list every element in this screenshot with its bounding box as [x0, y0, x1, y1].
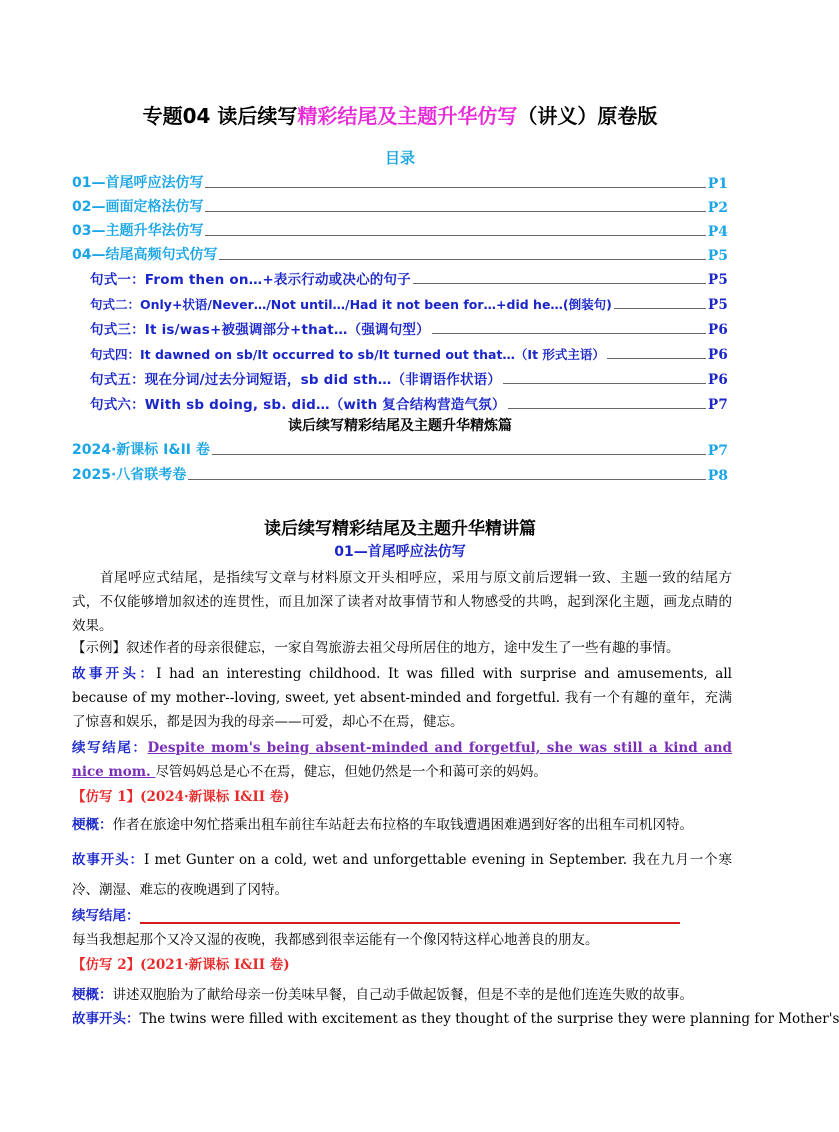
opening-text: I had an interesting childhood. It was filled with surprise and amusements, all because of my mother--loving, sweet, yet absent-minded and forgetful. 我有一个有趣的童年，充满了惊喜和娱乐，都是因为我的母亲——可爱，却心不在焉，健忘。 [72, 666, 732, 730]
answer-blank-line[interactable] [140, 921, 680, 924]
title-prefix: 专题04 读后续写 [142, 104, 298, 128]
imitation-2-opening: 故事开头：The twins were filled with excitement as they thought of the surprise they were planning for Mother's [72, 1011, 839, 1027]
ending-english: Despite mom's being absent-minded and forgetful, she was still a kind and nice mom. [72, 740, 732, 780]
example-opening [72, 662, 732, 734]
toc-subitem[interactable]: 句式五：现在分词/过去分词短语，sb did sth…（非谓语作状语） P6 [90, 372, 728, 388]
section-heading: 读后续写精彩结尾及主题升华精讲篇 [264, 519, 536, 539]
imitation-1-ending: 续写结尾： [72, 904, 732, 928]
toc-heading: 目录 [384, 149, 415, 167]
toc-section-title: 读后续写精彩结尾及主题升华精炼篇 [288, 418, 512, 434]
toc-practice-item[interactable]: 2025·八省联考卷 P8 [72, 467, 728, 484]
example-paragraph [72, 636, 732, 660]
toc-subitem[interactable]: 句式一：From then on…+表示行动或决心的句子 P5 [90, 272, 728, 288]
section-subheading: 01—首尾呼应法仿写 [334, 544, 466, 560]
toc-item[interactable]: 02—画面定格法仿写 P2 [72, 199, 728, 216]
ending-label: 续写结尾： [72, 740, 148, 756]
imitation-1-summary: 梗概：作者在旅途中匆忙搭乘出租车前往车站赶去布拉格的车取钱遭遇困难遇到好客的出租车司机冈特。 [72, 817, 693, 833]
toc-subitem[interactable]: 句式六：With sb doing, sb. did…（with 复合结构营造气氛） P7 [90, 397, 728, 413]
toc-subitem[interactable]: 句式四：It dawned on sb/It occurred to sb/It turned out that…（It 形式主语） P6 [90, 347, 728, 363]
ending-chinese: 尽管妈妈总是心不在焉，健忘，但她仍然是一个和蔼可亲的妈妈。 [155, 764, 547, 780]
imitation-1-tag: 【仿写 1】(2024·新课标 I&II 卷) [72, 789, 290, 805]
title-highlight: 精彩结尾及主题升华仿写 [297, 104, 518, 128]
example-tag: 【示例】 [72, 640, 126, 656]
example-desc: 叙述作者的母亲很健忘，一家自驾旅游去祖父母所居住的地方，途中发生了一些有趣的事情。 [126, 640, 680, 656]
imitation-2-summary: 梗概：讲述双胞胎为了献给母亲一份美味早餐，自己动手做起饭餐，但是不幸的是他们连连失败的故事。 [72, 987, 693, 1003]
example-ending [72, 736, 732, 784]
imitation-2-tag: 【仿写 2】(2021·新课标 I&II 卷) [72, 957, 290, 973]
toc-item[interactable]: 03—主题升华法仿写 P4 [72, 223, 728, 240]
toc-subitem[interactable]: 句式二：Only+状语/Never…/Not until…/Had it not been for…+did he…(倒装句) P5 [90, 297, 728, 313]
page-title [0, 100, 800, 129]
title-suffix: （讲义）原卷版 [517, 104, 658, 128]
imitation-1-opening: 故事开头：I met Gunter on a cold, wet and unforgettable evening in September. 我在九月一个寒冷、潮湿、难忘的夜晚遇到了冈特。 [72, 852, 733, 898]
toc-practice-item[interactable]: 2024·新课标 I&II 卷 P7 [72, 442, 728, 459]
imitation-1-hint: 每当我想起那个又冷又湿的夜晚，我都感到很幸运能有一个像冈特这样心地善良的朋友。 [72, 932, 599, 948]
toc-item[interactable]: 04—结尾高频句式仿写 P5 [72, 247, 728, 264]
opening-label: 故事开头： [72, 666, 157, 682]
toc-item[interactable]: 01—首尾呼应法仿写 P1 [72, 175, 728, 192]
toc-subitem[interactable]: 句式三：It is/was+被强调部分+that…（强调句型） P6 [90, 322, 728, 338]
intro-paragraph: 首尾呼应式结尾，是指续写文章与材料原文开头相呼应，采用与原文前后逻辑一致、主题一致的结尾方式，不仅能够增加叙述的连贯性，而且加深了读者对故事情节和人物感受的共鸣，起到深化主题，画龙点睛的效果。 [72, 570, 732, 634]
